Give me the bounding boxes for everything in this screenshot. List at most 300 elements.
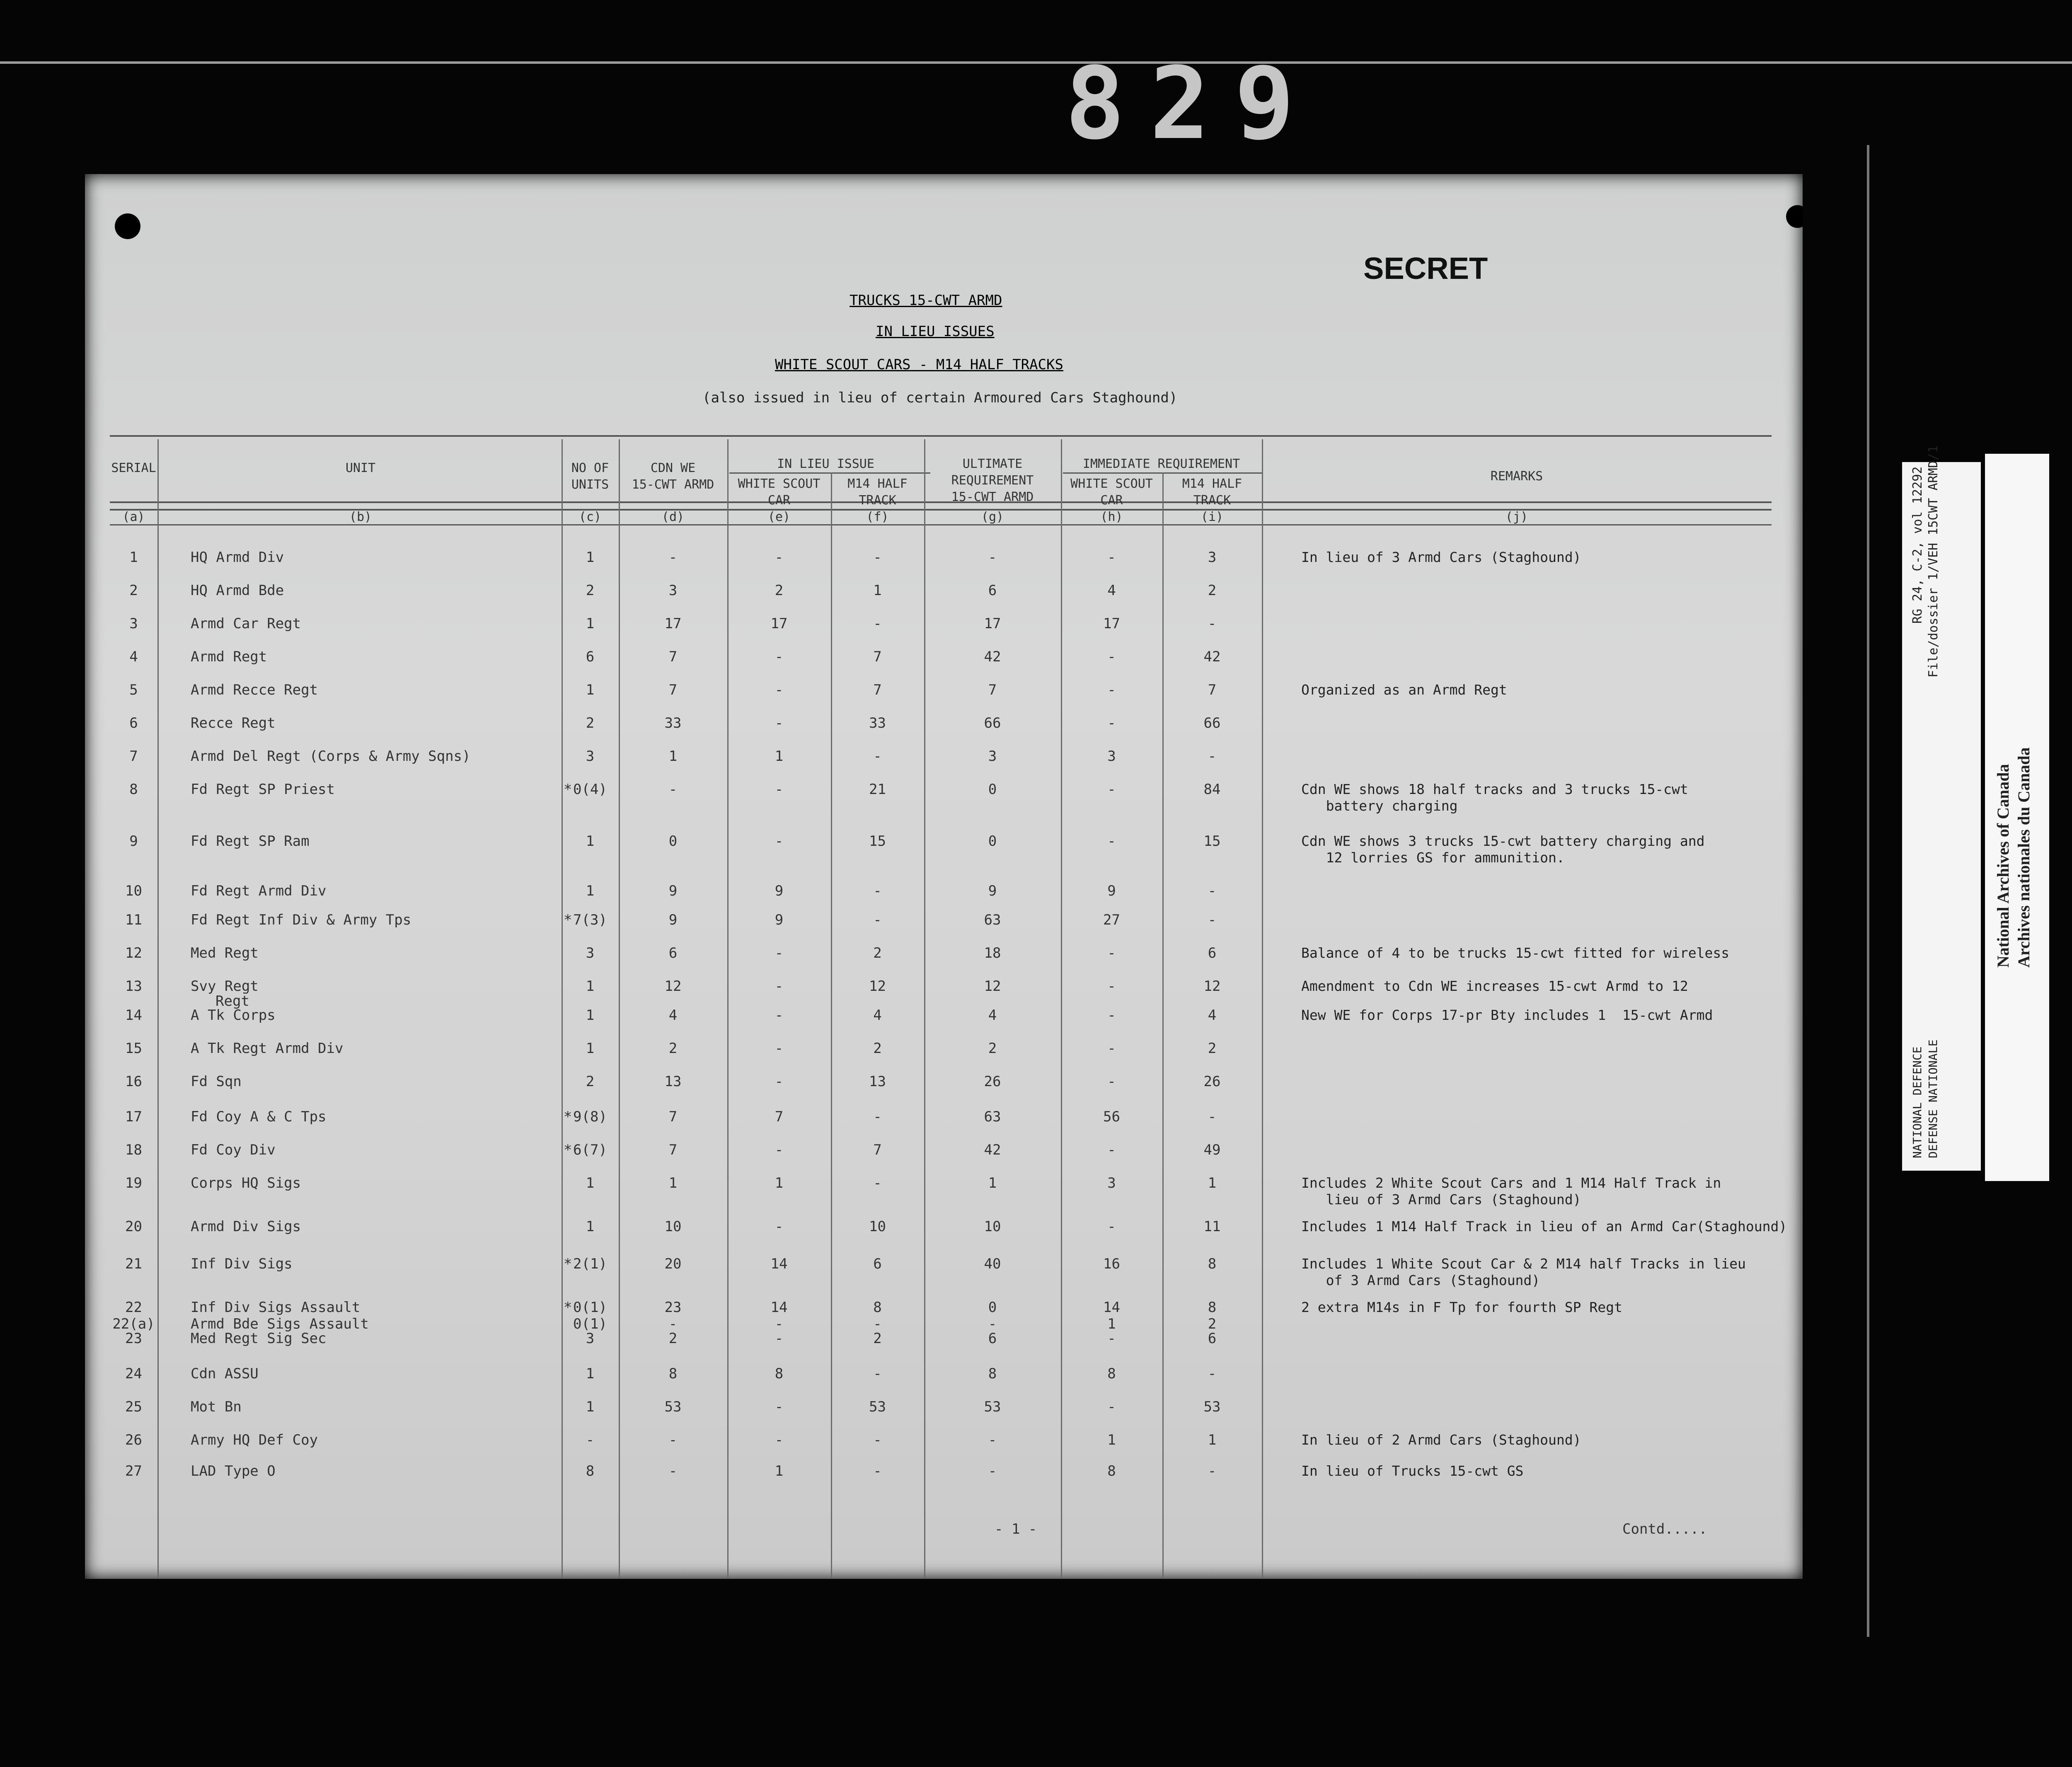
table-row <box>85 1218 1787 1243</box>
col-letter: (e) <box>767 510 791 524</box>
cell-serial: 14 <box>125 1007 142 1024</box>
cell-remarks: Includes 1 M14 Half Track in lieu of an Armd Car(Staghound) <box>1301 1218 1787 1234</box>
cell-white-scout-car: 8 <box>775 1365 784 1382</box>
cell-m14-half-track: - <box>873 1175 882 1191</box>
col-letter: (b) <box>349 510 372 524</box>
cell-cdn-we: 13 <box>664 1073 682 1090</box>
cell-imm-white-scout-car: - <box>1107 649 1116 665</box>
classification-stamp: SECRET <box>1363 251 1488 286</box>
cell-imm-m14-half-track: 84 <box>1203 781 1221 798</box>
table-row <box>85 1175 1784 1208</box>
table-row <box>85 582 1784 607</box>
cell-white-scout-car: 1 <box>775 1463 784 1479</box>
cell-cdn-we: 0 <box>668 833 678 850</box>
cell-no-of-units: 1 <box>586 1175 595 1191</box>
header-remarks: REMARKS <box>1490 469 1543 484</box>
cell-unit: Corps HQ Sigs <box>191 1175 301 1191</box>
cell-white-scout-car: - <box>775 1399 784 1415</box>
cell-unit: Svy Regt <box>191 978 259 995</box>
cell-imm-m14-half-track: 15 <box>1203 833 1221 850</box>
cell-white-scout-car: 14 <box>770 1256 788 1272</box>
cell-imm-m14-half-track: 42 <box>1203 649 1221 665</box>
cell-cdn-we: 4 <box>668 1007 678 1024</box>
header-in-lieu-issue: IN LIEU ISSUE <box>777 457 874 471</box>
cell-ultimate: 18 <box>984 945 1001 961</box>
cell-ultimate: 9 <box>988 883 997 899</box>
cell-m14-half-track: - <box>873 1365 882 1382</box>
cell-imm-white-scout-car: 4 <box>1107 582 1116 599</box>
cell-imm-white-scout-car: - <box>1107 833 1116 850</box>
cell-imm-m14-half-track: - <box>1208 748 1217 765</box>
cell-imm-white-scout-car: - <box>1107 978 1116 995</box>
cell-serial: 4 <box>129 649 138 665</box>
cell-unit: Fd Regt Inf Div & Army Tps <box>191 912 411 928</box>
cell-white-scout-car: 17 <box>770 615 788 632</box>
table-row <box>85 1073 1784 1098</box>
cell-ultimate: 63 <box>984 912 1001 928</box>
table-row <box>85 993 1784 1032</box>
continued-note: Contd..... <box>1622 1521 1707 1537</box>
cell-cdn-we: 7 <box>668 1109 678 1125</box>
cell-cdn-we: 20 <box>664 1256 682 1272</box>
cell-m14-half-track: 2 <box>873 945 882 961</box>
cell-serial: 8 <box>129 781 138 798</box>
in-lieu-rule <box>729 472 930 474</box>
col-letter: (f) <box>866 510 889 524</box>
cell-imm-m14-half-track: 49 <box>1203 1142 1221 1158</box>
title-line-3: WHITE SCOUT CARS - M14 HALF TRACKS <box>775 356 1063 373</box>
cell-cdn-we: 17 <box>664 615 682 632</box>
archive-ref-line-1: RG 24, C-2, vol 12292 <box>1910 466 1925 624</box>
cell-imm-m14-half-track: 66 <box>1203 715 1221 731</box>
table-row <box>85 912 1784 937</box>
cell-ultimate: 1 <box>988 1175 997 1191</box>
cell-units-mark: * <box>564 912 572 928</box>
cell-imm-m14-half-track: 8 <box>1208 1299 1217 1316</box>
cell-serial: 5 <box>129 682 138 698</box>
table-row <box>85 833 1784 866</box>
title-line-2: IN LIEU ISSUES <box>876 323 995 340</box>
cell-no-of-units: 0(1) <box>573 1316 607 1332</box>
cell-ultimate: 40 <box>984 1256 1001 1272</box>
cell-m14-half-track: - <box>873 1316 882 1332</box>
cell-imm-white-scout-car: 9 <box>1107 883 1116 899</box>
cell-unit: Armd Car Regt <box>191 615 301 632</box>
document-page <box>85 174 1803 1579</box>
table-row <box>85 649 1784 673</box>
cell-no-of-units: 6(7) <box>573 1142 607 1158</box>
cell-serial: 13 <box>125 978 142 995</box>
cell-m14-half-track: 10 <box>869 1218 886 1235</box>
cell-white-scout-car: - <box>775 1073 784 1090</box>
table-row <box>85 1142 1784 1167</box>
cell-imm-m14-half-track: 2 <box>1208 582 1217 599</box>
header-serial: SERIAL <box>111 461 156 475</box>
header-unit: UNIT <box>345 461 376 475</box>
cell-serial: 12 <box>125 945 142 961</box>
cell-unit: Fd Regt Armd Div <box>191 883 327 899</box>
table-row <box>85 682 1784 707</box>
table-row <box>85 1463 1784 1488</box>
cell-imm-m14-half-track: - <box>1208 1365 1217 1382</box>
header-white-scout-car: WHITE SCOUT CAR <box>738 477 821 508</box>
cell-imm-white-scout-car: - <box>1107 1218 1116 1235</box>
table-row <box>85 781 1784 814</box>
cell-remarks: New WE for Corps 17-pr Bty includes 1 15-cwt Armd <box>1301 1007 1713 1023</box>
cell-white-scout-car: 1 <box>775 1175 784 1191</box>
cell-white-scout-car: - <box>775 1142 784 1158</box>
cell-imm-m14-half-track: - <box>1208 883 1217 899</box>
cell-imm-m14-half-track: - <box>1208 615 1217 632</box>
cell-imm-m14-half-track: 2 <box>1208 1316 1217 1332</box>
cell-unit: Armd Div Sigs <box>191 1218 301 1235</box>
cell-ultimate: 0 <box>988 1299 997 1316</box>
cell-imm-white-scout-car: - <box>1107 1007 1116 1024</box>
cell-units-mark: * <box>564 1109 572 1125</box>
cell-unit: LAD Type O <box>191 1463 276 1479</box>
header-cdn-we: CDN WE 15-CWT ARMD <box>632 461 714 492</box>
cell-remarks: Amendment to Cdn WE increases 15-cwt Armd to 12 <box>1301 978 1688 994</box>
cell-unit: Med Regt Sig Sec <box>191 1330 327 1347</box>
cell-cdn-we: 12 <box>664 978 682 995</box>
cell-m14-half-track: 53 <box>869 1399 886 1415</box>
cell-no-of-units: 2 <box>586 582 595 599</box>
cell-cdn-we: 6 <box>668 945 678 961</box>
cell-imm-m14-half-track: 26 <box>1203 1073 1221 1090</box>
cell-white-scout-car: - <box>775 1432 784 1448</box>
cell-ultimate: 3 <box>988 748 997 765</box>
cell-serial: 22(a) <box>112 1316 155 1332</box>
table-row <box>85 1365 1784 1390</box>
cell-imm-white-scout-car: 16 <box>1103 1256 1120 1272</box>
cell-unit: Armd Recce Regt <box>191 682 318 698</box>
cell-cdn-we: - <box>668 1463 678 1479</box>
cell-no-of-units: 1 <box>586 1365 595 1382</box>
cell-remarks: Includes 2 White Scout Cars and 1 M14 Half Track in lieu of 3 Armd Cars (Staghound) <box>1301 1175 1721 1208</box>
cell-ultimate: 17 <box>984 615 1001 632</box>
table-row <box>85 1109 1784 1133</box>
cell-imm-white-scout-car: - <box>1107 549 1116 566</box>
table-top-rule <box>110 435 1772 437</box>
cell-no-of-units: 0(4) <box>573 781 607 798</box>
cell-unit: Recce Regt <box>191 715 276 731</box>
cell-m14-half-track: 33 <box>869 715 886 731</box>
cell-units-mark: * <box>564 1142 572 1158</box>
cell-m14-half-track: 12 <box>869 978 886 995</box>
cell-no-of-units: 1 <box>586 883 595 899</box>
cell-remarks: Cdn WE shows 3 trucks 15-cwt battery charging and 12 lorries GS for ammunition. <box>1301 833 1705 866</box>
cell-cdn-we: 9 <box>668 883 678 899</box>
cell-no-of-units: 1 <box>586 978 595 995</box>
cell-no-of-units: 1 <box>586 1218 595 1235</box>
cell-units-mark: * <box>564 781 572 798</box>
cell-m14-half-track: - <box>873 549 882 566</box>
cell-imm-m14-half-track: 3 <box>1208 549 1217 566</box>
table-row <box>85 1432 1784 1457</box>
cell-units-mark: * <box>564 1256 572 1272</box>
cell-imm-m14-half-track: 11 <box>1203 1218 1221 1235</box>
cell-remarks: Organized as an Armd Regt <box>1301 682 1507 698</box>
cell-remarks: In lieu of 2 Armd Cars (Staghound) <box>1301 1432 1581 1448</box>
cell-serial: 6 <box>129 715 138 731</box>
cell-no-of-units: 2 <box>586 1073 595 1090</box>
cell-m14-half-track: 15 <box>869 833 886 850</box>
header-imm-white-scout-car: WHITE SCOUT CAR <box>1070 477 1153 508</box>
table-row <box>85 1256 1784 1288</box>
cell-m14-half-track: 7 <box>873 682 882 698</box>
cell-no-of-units: 3 <box>586 748 595 765</box>
table-row <box>85 715 1784 740</box>
cell-m14-half-track: - <box>873 1432 882 1448</box>
table-row <box>85 1040 1784 1065</box>
cell-imm-white-scout-car: 3 <box>1107 1175 1116 1191</box>
cell-serial: 20 <box>125 1218 142 1235</box>
cell-imm-white-scout-car: - <box>1107 1399 1116 1415</box>
cell-serial: 3 <box>129 615 138 632</box>
cell-no-of-units: 6 <box>586 649 595 665</box>
cell-imm-m14-half-track: 2 <box>1208 1040 1217 1057</box>
cell-imm-white-scout-car: - <box>1107 945 1116 961</box>
cell-unit: Fd Regt SP Priest <box>191 781 335 798</box>
cell-ultimate: 12 <box>984 978 1001 995</box>
cell-white-scout-car: 2 <box>775 582 784 599</box>
cell-ultimate: 66 <box>984 715 1001 731</box>
cell-white-scout-car: - <box>775 945 784 961</box>
cell-ultimate: 63 <box>984 1109 1001 1125</box>
film-edge-line <box>1867 145 1869 1637</box>
col-letter: (c) <box>579 510 602 524</box>
cell-remarks: Balance of 4 to be trucks 15-cwt fitted for wireless <box>1301 945 1730 961</box>
cell-imm-m14-half-track: - <box>1208 1463 1217 1479</box>
cell-white-scout-car: - <box>775 715 784 731</box>
archive-dept-fr: DEFENSE NATIONALE <box>1926 1039 1940 1158</box>
cell-unit: Armd Regt <box>191 649 267 665</box>
cell-cdn-we: - <box>668 781 678 798</box>
cell-ultimate: 4 <box>988 1007 997 1024</box>
cell-white-scout-car: - <box>775 682 784 698</box>
header-imm-m14-half-track: M14 HALF TRACK <box>1182 477 1242 508</box>
cell-cdn-we: 1 <box>668 748 678 765</box>
cell-m14-half-track: 13 <box>869 1073 886 1090</box>
cell-m14-half-track: 4 <box>873 1007 882 1024</box>
punch-hole-left <box>115 213 140 239</box>
cell-unit: Fd Sqn <box>191 1073 242 1090</box>
cell-white-scout-car: - <box>775 1330 784 1347</box>
table-row <box>85 945 1784 970</box>
cell-cdn-we: 3 <box>668 582 678 599</box>
cell-no-of-units: 8 <box>586 1463 595 1479</box>
cell-cdn-we: 7 <box>668 649 678 665</box>
cell-imm-white-scout-car: - <box>1107 1142 1116 1158</box>
cell-remarks: Cdn WE shows 18 half tracks and 3 trucks 15-cwt battery charging <box>1301 781 1688 814</box>
cell-unit: Inf Div Sigs Assault <box>191 1299 361 1316</box>
cell-ultimate: 53 <box>984 1399 1001 1415</box>
cell-m14-half-track: - <box>873 1109 882 1125</box>
header-ultimate: ULTIMATE REQUIREMENT 15-CWT ARMD <box>951 457 1034 504</box>
cell-cdn-we: 8 <box>668 1365 678 1382</box>
table-row <box>85 883 1784 908</box>
cell-serial: 18 <box>125 1142 142 1158</box>
cell-white-scout-car: 9 <box>775 912 784 928</box>
cell-m14-half-track: 6 <box>873 1256 882 1272</box>
cell-serial: 1 <box>129 549 138 566</box>
cell-white-scout-car: - <box>775 978 784 995</box>
cell-cdn-we: 23 <box>664 1299 682 1316</box>
cell-m14-half-track: 8 <box>873 1299 882 1316</box>
col-letter: (g) <box>981 510 1004 524</box>
title-line-1: TRUCKS 15-CWT ARMD <box>850 292 1002 309</box>
cell-white-scout-car: - <box>775 833 784 850</box>
cell-unit: HQ Armd Bde <box>191 582 284 599</box>
subtitle: (also issued in lieu of certain Armoured Cars Staghound) <box>702 390 1178 406</box>
cell-imm-white-scout-car: - <box>1107 1330 1116 1347</box>
cell-imm-white-scout-car: - <box>1107 781 1116 798</box>
cell-imm-white-scout-car: 17 <box>1103 615 1120 632</box>
cell-m14-half-track: 2 <box>873 1040 882 1057</box>
cell-ultimate: 2 <box>988 1040 997 1057</box>
cell-imm-m14-half-track: 12 <box>1203 978 1221 995</box>
cell-imm-m14-half-track: 6 <box>1208 945 1217 961</box>
cell-cdn-we: - <box>668 1432 678 1448</box>
archives-canada-label <box>1985 454 2049 1181</box>
cell-white-scout-car: - <box>775 781 784 798</box>
cell-cdn-we: 53 <box>664 1399 682 1415</box>
cell-serial: 24 <box>125 1365 142 1382</box>
cell-ultimate: 6 <box>988 582 997 599</box>
col-letter: (h) <box>1100 510 1123 524</box>
cell-serial: 22 <box>125 1299 142 1316</box>
cell-m14-half-track: 2 <box>873 1330 882 1347</box>
cell-serial: 25 <box>125 1399 142 1415</box>
cell-unit: Inf Div Sigs <box>191 1256 293 1272</box>
cell-cdn-we: 9 <box>668 912 678 928</box>
cell-unit: A Tk Corps <box>191 1007 276 1024</box>
table-row <box>85 748 1784 773</box>
cell-unit: A Tk Regt Armd Div <box>191 1040 344 1057</box>
cell-cdn-we: 7 <box>668 1142 678 1158</box>
cell-white-scout-car: - <box>775 649 784 665</box>
table-row <box>85 549 1784 574</box>
cell-serial: 9 <box>129 833 138 850</box>
cell-unit: Mot Bn <box>191 1399 242 1415</box>
cell-ultimate: 6 <box>988 1330 997 1347</box>
cell-ultimate: - <box>988 549 997 566</box>
cell-no-of-units: 2(1) <box>573 1256 607 1272</box>
cell-imm-m14-half-track: 8 <box>1208 1256 1217 1272</box>
cell-cdn-we: 10 <box>664 1218 682 1235</box>
cell-m14-half-track: 7 <box>873 1142 882 1158</box>
cell-ultimate: - <box>988 1316 997 1332</box>
col-letter: (d) <box>661 510 685 524</box>
cell-no-of-units: 1 <box>586 1399 595 1415</box>
archives-name-fr: Archives nationales du Canada <box>2014 747 2033 968</box>
cell-remarks: In lieu of 3 Armd Cars (Staghound) <box>1301 549 1581 565</box>
cell-imm-m14-half-track: 1 <box>1208 1175 1217 1191</box>
col-letter: (j) <box>1505 510 1528 524</box>
cell-unit: Armd Bde Sigs Assault <box>191 1316 369 1332</box>
cell-ultimate: 8 <box>988 1365 997 1382</box>
cell-white-scout-car: 9 <box>775 883 784 899</box>
archive-ref-line-2: File/dossier 1/VEH 15CWT ARMD/1 <box>1926 445 1941 678</box>
archives-name-en: National Archives of Canada <box>1994 764 2012 968</box>
cell-cdn-we: 1 <box>668 1175 678 1191</box>
cell-no-of-units: - <box>586 1432 595 1448</box>
cell-serial: 11 <box>125 912 142 928</box>
col-letter: (i) <box>1201 510 1224 524</box>
cell-imm-white-scout-car: 1 <box>1107 1432 1116 1448</box>
cell-no-of-units: 1 <box>586 833 595 850</box>
header-m14-half-track: M14 HALF TRACK <box>847 477 908 508</box>
cell-m14-half-track: - <box>873 615 882 632</box>
cell-remarks: 2 extra M14s in F Tp for fourth SP Regt <box>1301 1299 1622 1315</box>
cell-imm-white-scout-car: 14 <box>1103 1299 1120 1316</box>
cell-cdn-we: 33 <box>664 715 682 731</box>
cell-serial: 16 <box>125 1073 142 1090</box>
cell-imm-white-scout-car: 1 <box>1107 1316 1116 1332</box>
cell-white-scout-car: - <box>775 549 784 566</box>
cell-imm-m14-half-track: 4 <box>1208 1007 1217 1024</box>
archive-dept-en: NATIONAL DEFENCE <box>1910 1046 1924 1158</box>
cell-unit: Med Regt <box>191 945 259 961</box>
cell-no-of-units: 1 <box>586 1040 595 1057</box>
cell-imm-m14-half-track: 7 <box>1208 682 1217 698</box>
cell-white-scout-car: 1 <box>775 748 784 765</box>
cell-imm-m14-half-track: 53 <box>1203 1399 1221 1415</box>
cell-m14-half-track: - <box>873 912 882 928</box>
cell-imm-white-scout-car: - <box>1107 1040 1116 1057</box>
cell-imm-white-scout-car: 27 <box>1103 912 1120 928</box>
cell-unit: Fd Regt SP Ram <box>191 833 310 850</box>
cell-white-scout-car: - <box>775 1316 784 1332</box>
cell-m14-half-track: - <box>873 1463 882 1479</box>
cell-serial: 15 <box>125 1040 142 1057</box>
archive-reference-label <box>1902 445 1981 1171</box>
cell-imm-white-scout-car: - <box>1107 1073 1116 1090</box>
cell-serial: 23 <box>125 1330 142 1347</box>
cell-serial: 27 <box>125 1463 142 1479</box>
cell-no-of-units: 7(3) <box>573 912 607 928</box>
cell-no-of-units: 1 <box>586 682 595 698</box>
cell-imm-white-scout-car: - <box>1107 682 1116 698</box>
cell-cdn-we: 2 <box>668 1040 678 1057</box>
cell-imm-white-scout-car: 8 <box>1107 1365 1116 1382</box>
cell-ultimate: 42 <box>984 649 1001 665</box>
page-number: - 1 - <box>995 1521 1037 1537</box>
cell-unit: HQ Armd Div <box>191 549 284 566</box>
cell-imm-m14-half-track: - <box>1208 1109 1217 1125</box>
cell-imm-m14-half-track: 1 <box>1208 1432 1217 1448</box>
cell-unit: Armd Del Regt (Corps & Army Sqns) <box>191 748 471 765</box>
cell-no-of-units: 1 <box>586 1007 595 1024</box>
cell-cdn-we: 7 <box>668 682 678 698</box>
cell-ultimate: 26 <box>984 1073 1001 1090</box>
cell-cdn-we: - <box>668 1316 678 1332</box>
cell-ultimate: 10 <box>984 1218 1001 1235</box>
cell-no-of-units: 3 <box>586 1330 595 1347</box>
cell-serial: 17 <box>125 1109 142 1125</box>
cell-imm-white-scout-car: - <box>1107 715 1116 731</box>
cell-serial: 21 <box>125 1256 142 1272</box>
cell-white-scout-car: 7 <box>775 1109 784 1125</box>
header-no-of-units: NO OF UNITS <box>571 461 609 492</box>
cell-no-of-units: 2 <box>586 715 595 731</box>
cell-imm-white-scout-car: 8 <box>1107 1463 1116 1479</box>
film-edge-rule <box>0 61 2072 64</box>
col-letter: (a) <box>122 510 145 524</box>
cell-ultimate: - <box>988 1463 997 1479</box>
cell-unit: Army HQ Def Coy <box>191 1432 318 1448</box>
cell-ultimate: 7 <box>988 682 997 698</box>
